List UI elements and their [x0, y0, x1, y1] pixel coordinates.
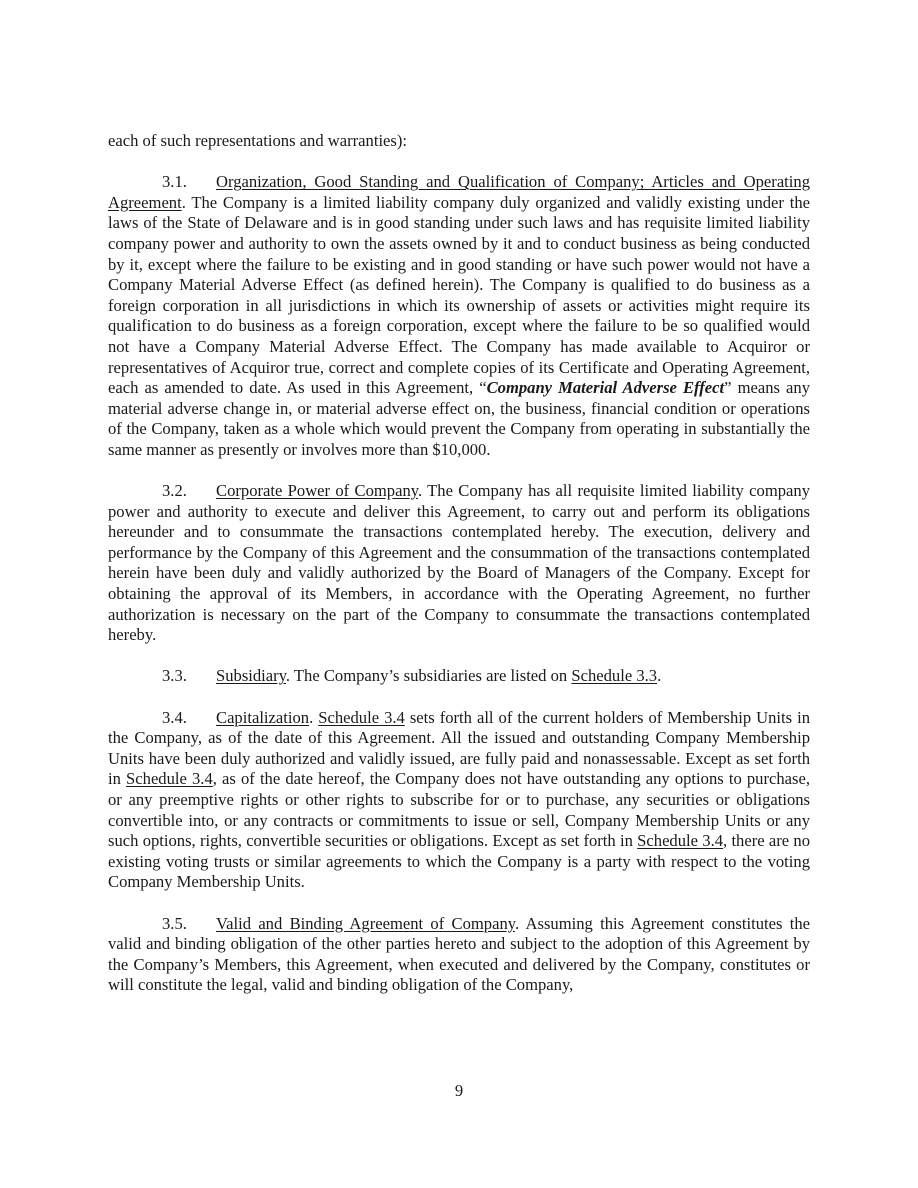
section-3-2: [108, 481, 810, 646]
page-number: 9: [454, 1081, 464, 1100]
section-body: sets forth all of the current holders of Membership Units in the Company, as of the date of this Agreement. All the issued and outstanding Company Membership Units have been duly authorized and validly issued, are fully paid and nonassessable. Except as set forth in: [108, 707, 811, 789]
section-heading: Valid and Binding Agreement of Company: [216, 913, 515, 933]
section-number: 3.3.: [162, 666, 187, 686]
heading-separator: .: [309, 707, 319, 727]
section-number: 3.4.: [162, 707, 187, 727]
section-body-continued: ” means any material adverse change in, or material adverse effect on, the business, financial condition or operations of the Company, taken as a whole which would prevent the Company from operating in substantially the same manner as presently or involves more than $10,000.: [108, 378, 810, 459]
defined-term: Company Material Adverse Effect: [486, 378, 725, 398]
section-body: . The Company is a limited liability company duly organized and validly existing under the laws of the State of Delaware and is in good standing under such laws and has requisite limited liability company power and authority to own the assets owned by it and to conduct business as being conducted by it, except where the failure to be existing and in good standing or have such power would not have a Company Material Adverse Effect (as defined herein). The Company is qualified to do business as a foreign corporation in all jurisdictions in which its ownership of assets or activities might require its qualification to do business as a foreign corporation, except where the failure to be so qualified would not have a Company Material Adverse Effect. The Company has made available to Acquiror or representatives of Acquiror true, correct and complete copies of its Certificate and Operating Agreement, each as amended to date. As used in this Agreement, “: [108, 192, 810, 398]
section-body: . The Company has all requisite limited liability company power and authority to execute and deliver this Agreement, to carry out and perform its obligations hereunder and to consummate the transactions contemplated hereby. The execution, delivery and performance by the Company of this Agreement and the consummation of the transactions contemplated herein have been duly and validly authorized by the Board of Managers of the Company. Except for obtaining the approval of its Members, in accordance with the Operating Agreement, no further authorization is necessary on the part of the Company to consummate the transactions contemplated hereby.: [108, 481, 810, 645]
lead-in-text: each of such representations and warranties):: [108, 131, 408, 150]
section-number: 3.2.: [162, 481, 187, 501]
section-3-3: [108, 666, 810, 687]
section-heading: Subsidiary: [216, 666, 286, 686]
schedule-reference: Schedule 3.4: [318, 707, 405, 727]
section-heading: Organization, Good Standing and Qualification of Company; Articles and Operating Agreement: [108, 172, 810, 212]
schedule-reference: Schedule 3.4: [126, 769, 213, 789]
section-number: 3.1.: [162, 172, 187, 192]
section-3-5: [108, 914, 810, 996]
page-body: [108, 131, 810, 1017]
section-3-1: [108, 172, 810, 460]
schedule-reference: Schedule 3.3: [571, 666, 658, 686]
section-number: 3.5.: [162, 913, 187, 933]
section-body-end: , there are no existing voting trusts or similar agreements to which the Company is a party with respect to the voting Company Membership Units.: [108, 831, 810, 892]
section-body-continued: , as of the date hereof, the Company does not have outstanding any options to purchase, or any preemptive rights or other rights to subscribe for or to purchase, any securities or obligations convertible into, or any contracts or commitments to issue or sell, Company Membership Units or any such options, rights, convertible securities or obligations. Except as set forth in: [108, 769, 810, 851]
section-heading: Capitalization: [216, 707, 310, 727]
section-heading: Corporate Power of Company: [216, 481, 418, 501]
section-body: . Assuming this Agreement constitutes the valid and binding obligation of the other parties hereto and subject to the adoption of this Agreement by the Company’s Members, this Agreement, when executed and delivered by the Company, constitutes or will constitute the legal, valid and binding obligation of the Company,: [108, 913, 810, 995]
section-end: .: [657, 666, 662, 686]
schedule-reference: Schedule 3.4: [637, 831, 724, 851]
section-body: . The Company’s subsidiaries are listed on: [285, 666, 572, 686]
section-3-4: [108, 708, 810, 893]
